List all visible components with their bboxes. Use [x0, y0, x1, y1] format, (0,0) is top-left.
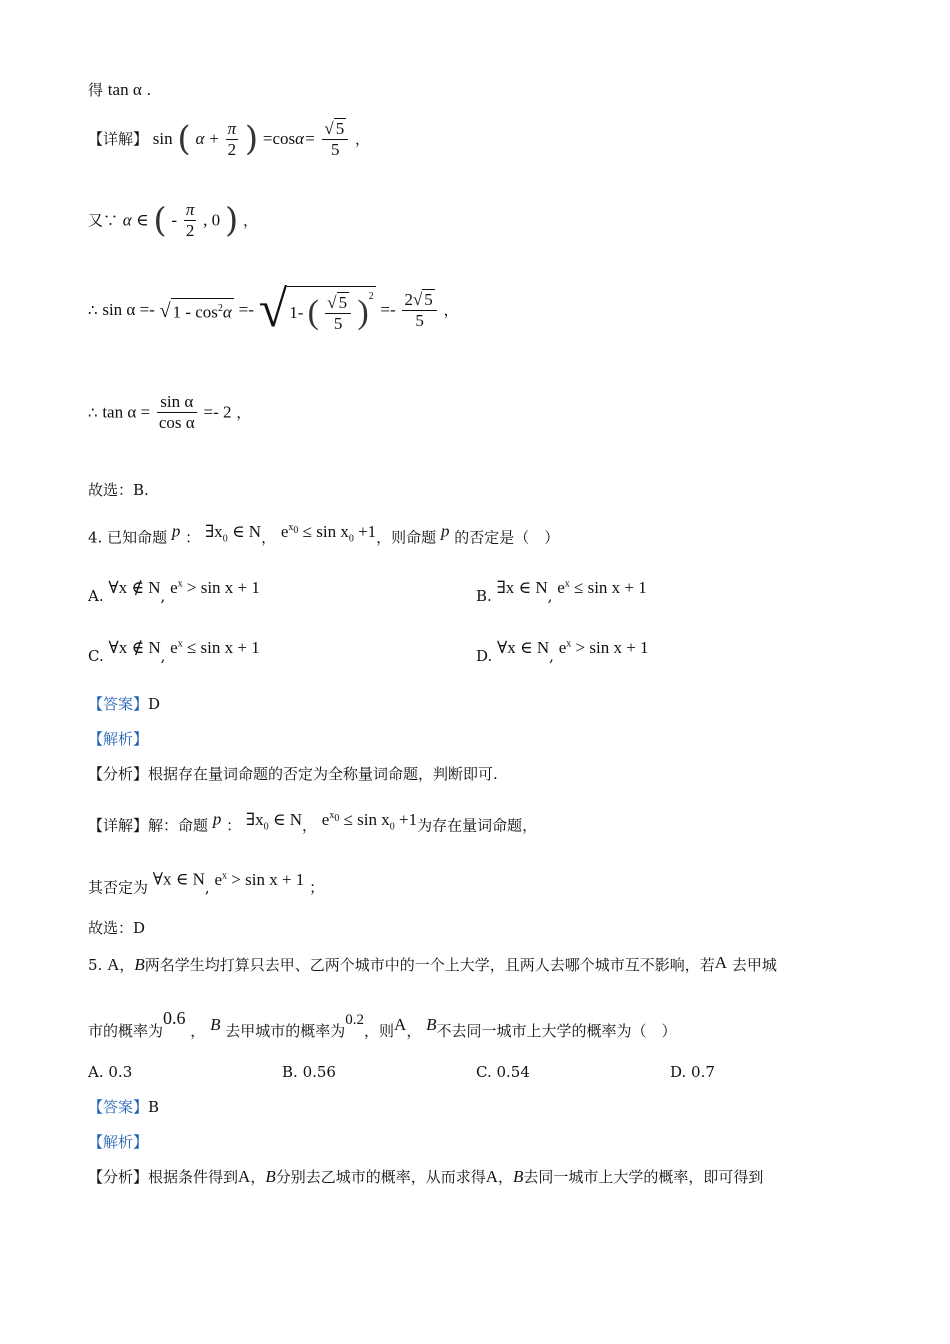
text: ， [443, 301, 459, 319]
math: p [212, 809, 222, 829]
q5-option-c: C. 0.54 [476, 1063, 530, 1081]
text: . [146, 81, 152, 99]
q5-answer [88, 1097, 159, 1117]
option-label: C. [88, 647, 104, 665]
q5-stem-2 [88, 1008, 677, 1041]
q4-negation: 其否定为 ∀x ∈ N, $e^x > \sin x + 1$ ； [88, 869, 325, 897]
math: sin α =- [102, 300, 155, 319]
math: ∀x ∈ N [152, 869, 205, 889]
text-line-tan [88, 80, 151, 100]
math: A [238, 1167, 251, 1186]
math: p [440, 521, 450, 541]
text: ，则 [364, 1022, 395, 1040]
text: 两名学生均打算只去甲、乙两个城市中的一个上大学，且两人去哪个城市互不影响，若 [144, 956, 715, 974]
q5-option-b: B. 0.56 [282, 1063, 336, 1081]
text: ∴ [88, 403, 98, 422]
q5-option-d: D. 0.7 [670, 1063, 715, 1081]
text: 根据存在量词命题的否定为全称量词命题，判断即可. [148, 765, 498, 783]
tag: 【分析】 [88, 1168, 149, 1186]
detail-line-4 [88, 392, 251, 433]
math: 0.6 [163, 1008, 186, 1028]
text: 根据条件得到 [148, 1168, 239, 1186]
text: 得 [88, 81, 104, 99]
radicand: 1 - cos [172, 302, 218, 322]
denominator: 2 [185, 221, 195, 240]
math: tan α = [102, 402, 151, 422]
q4-analysis-tag: 【解析】 [88, 730, 149, 748]
math: + [209, 129, 219, 148]
text: 又∵ [88, 211, 119, 230]
math: ∀x ∈ N [497, 638, 550, 657]
text: 去同一城市上大学的概率，即可得到 [523, 1168, 764, 1186]
denominator: 2 [227, 139, 237, 159]
fraction-pi-over-2 [184, 200, 197, 241]
text: 去甲城 [731, 956, 777, 974]
math: tan α [107, 80, 142, 99]
math: =- [238, 300, 254, 319]
numerator: sin α [157, 392, 197, 413]
math: A [107, 955, 120, 974]
math: ∀x ∉ N [108, 578, 161, 597]
math: $e^x > \sin x + 1$ [558, 638, 649, 657]
math: ∃x ∈ N [496, 578, 548, 597]
paren-left: ( [307, 294, 319, 332]
numerator: √ 5 [325, 292, 351, 314]
radicand: 5 [335, 119, 345, 138]
text: 分别去乙城市的概率，从而求得 [275, 1168, 486, 1186]
sqrt: √ $1 - \cos^2\alpha$ [160, 302, 234, 321]
math: $e^{x_0} \le \sin x_0 +1$ [321, 809, 418, 833]
text: 其否定为 [88, 878, 149, 897]
math: α ∈ [122, 210, 149, 230]
answer-tag: 【答案】 [88, 1098, 149, 1116]
answer-value: B [148, 1098, 160, 1116]
math: B [210, 1015, 221, 1034]
option-label: D. [476, 647, 493, 665]
text: 为存在量词命题， [417, 816, 538, 835]
fraction-sqrt5-over-5 [325, 292, 351, 334]
text: ∴ [88, 301, 98, 319]
math: B [513, 1167, 524, 1186]
math: A [714, 953, 728, 972]
answer-tag: 【答案】 [88, 695, 149, 713]
math: B [426, 1015, 437, 1034]
paren-right: ) [357, 294, 369, 332]
text: ， [236, 403, 252, 422]
q4-select: 故选：D [88, 919, 146, 937]
numerator: π [185, 200, 195, 219]
fraction-2sqrt5-over-5 [402, 289, 436, 331]
math: =- 2 [203, 402, 232, 422]
text: 的否定是（ ） [454, 528, 560, 547]
text: 市的概率为 [88, 1022, 164, 1040]
math: α= [295, 129, 316, 148]
text: 去甲城市的概率为 [225, 1022, 346, 1040]
text: ， [261, 528, 277, 547]
numerator: √ 5 [322, 118, 348, 140]
coef: 2 [404, 290, 413, 309]
math: A [394, 1015, 407, 1034]
text: ， [354, 130, 370, 148]
q4-option-a: A. ∀x ∉ N, $e^x > \sin x + 1$ [88, 578, 260, 605]
denominator: cos α [158, 413, 195, 432]
paren-right: ) [244, 119, 259, 159]
denominator: 5 [415, 311, 424, 330]
paren-right: ) [224, 200, 239, 241]
math: A [485, 1167, 499, 1186]
math: $e^{x_0} \le \sin x_0 +1$ [280, 521, 377, 545]
numerator: π [227, 118, 237, 138]
math: =cos [262, 129, 296, 148]
math: $e^x > \sin x + 1$ [170, 578, 260, 597]
text: ， [302, 816, 318, 835]
option-label: B. [476, 587, 492, 605]
big-radicand: 1- ( $\frac{√ 5}{5}$ )$^2$ [287, 286, 375, 334]
text: 解：命题 [148, 816, 209, 835]
fraction-pi-over-2 [226, 119, 239, 160]
math: sin [152, 129, 173, 148]
big-sqrt-sign: √ [258, 281, 288, 338]
math: =- [380, 300, 396, 319]
math: ∀x ∉ N [108, 638, 161, 657]
radicand: 5 [338, 293, 348, 313]
q4-answer [88, 694, 160, 714]
q4-option-c: C. ∀x ∉ N, $e^x \le \sin x + 1$ [88, 638, 260, 665]
q5-analysis: 【分析】根据条件得到A，B分别去乙城市的概率，从而求得A，B去同一城市上大学的概率，即可得到 [88, 1167, 764, 1186]
q5-analysis-tag: 【解析】 [88, 1133, 149, 1151]
text: ，则命题 [376, 528, 437, 547]
tag: 【分析】 [88, 765, 149, 783]
math: $\exists x_0$ ∈ N [245, 809, 302, 833]
text: ， [242, 211, 258, 230]
detail-line-3 [88, 281, 459, 338]
fraction-sqrt5-over-5 [322, 118, 348, 160]
math: $\exists x_0$ ∈ N [204, 521, 262, 545]
q5-stem-1 [88, 953, 777, 975]
math: α [195, 129, 205, 148]
text: ， [406, 1022, 422, 1040]
numerator: 2√ 5 [402, 289, 436, 311]
q4-option-b: B. ∃x ∈ N, $e^x \le \sin x + 1$ [476, 578, 647, 605]
q5-option-a: A. 0.3 [88, 1063, 133, 1081]
q4-analysis [88, 764, 498, 784]
q4-detail [88, 806, 537, 837]
text: ， [190, 1022, 206, 1040]
math: $e^x \le \sin x + 1$ [557, 578, 647, 597]
math: α [222, 302, 232, 322]
math: 0.2 [345, 1012, 365, 1028]
denominator: 5 [331, 140, 340, 159]
text: 4. 已知命题 [88, 528, 168, 547]
answer-value: D [148, 695, 161, 713]
radicand: 5 [424, 290, 433, 309]
math: p [171, 521, 181, 541]
detail-line-2 [88, 200, 258, 241]
math: B [134, 955, 145, 974]
select-b: 故选：B. [88, 481, 149, 499]
denominator: 5 [333, 314, 343, 334]
tag: 【详解】 [88, 816, 149, 835]
text: 5. [88, 956, 103, 974]
math: $e^x \le \sin x + 1$ [170, 638, 260, 657]
text: 不去同一城市上大学的概率为（ ） [436, 1022, 677, 1040]
math: , 0 [203, 210, 221, 230]
q4-stem [88, 518, 559, 549]
option-label: A. [88, 587, 104, 605]
math: - [171, 210, 178, 230]
detail-line-1 [88, 118, 370, 160]
math: B [265, 1167, 276, 1186]
fraction-sin-over-cos [157, 392, 197, 433]
text: ： [226, 816, 242, 835]
paren-left: ( [153, 200, 167, 241]
label: 【详解】 [88, 130, 149, 148]
paren-left: ( [177, 119, 191, 159]
text: ， [119, 956, 135, 974]
text: ： [185, 528, 201, 547]
math: 1- [289, 303, 304, 323]
math: $e^x > \sin x + 1$ [214, 869, 305, 889]
text: ； [309, 878, 325, 897]
q4-option-d: D. ∀x ∈ N, $e^x > \sin x + 1$ [476, 638, 649, 665]
